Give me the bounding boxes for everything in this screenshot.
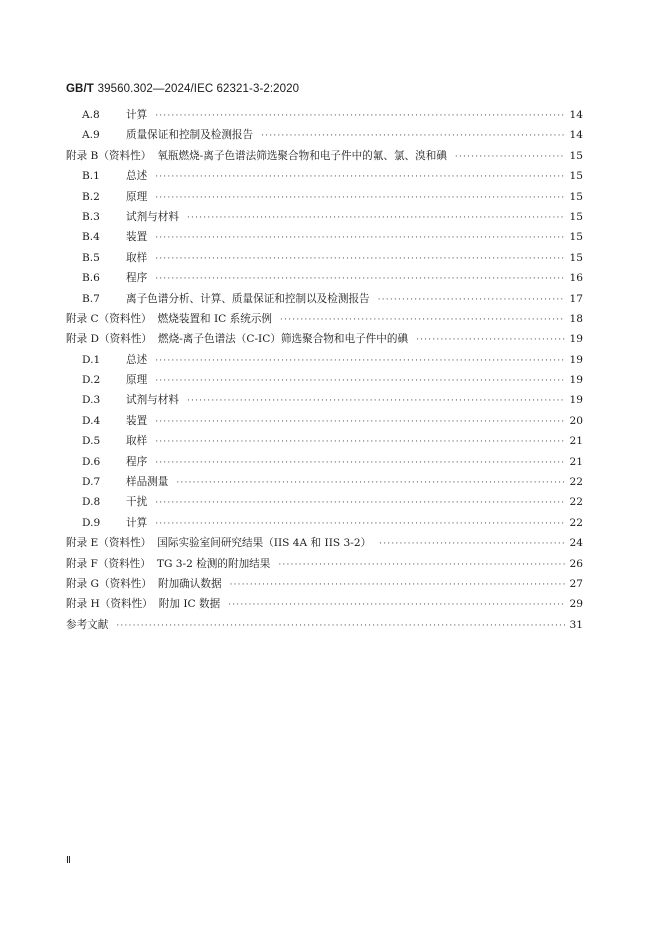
toc-entry[interactable] — [66, 392, 583, 412]
toc-entry-title: 取样 — [126, 251, 148, 264]
toc-entry-page: 14 — [569, 109, 583, 121]
toc-entry-title: 附加确认数据 — [158, 577, 222, 590]
toc-entry-number: D.6 — [82, 455, 101, 468]
toc-entry[interactable] — [66, 515, 583, 535]
toc-entry[interactable] — [66, 433, 583, 453]
toc-entry[interactable] — [66, 229, 583, 249]
toc-entry-title: 原理 — [126, 374, 148, 387]
toc-leader-dots — [155, 254, 565, 264]
toc-entry[interactable] — [66, 352, 583, 372]
toc-entry-page: 27 — [569, 577, 583, 590]
toc-entry-title: 燃烧装置和 IC 系统示例 — [157, 312, 273, 325]
toc-entry-number: 附录 E（资料性） — [66, 537, 152, 550]
toc-leader-dots — [187, 213, 565, 223]
toc-entry-title: 氧瓶燃烧-离子色谱法筛选聚合物和电子件中的氟、氯、溴和碘 — [157, 149, 447, 162]
toc-entry-number: 附录 D（资料性） — [66, 333, 153, 346]
toc-entry[interactable] — [66, 474, 583, 494]
toc-entry[interactable] — [66, 556, 583, 576]
toc-entry-page: 15 — [569, 210, 583, 223]
toc-entry-page: 15 — [569, 149, 583, 162]
toc-entry-number: D.9 — [82, 516, 101, 529]
toc-entry[interactable] — [66, 127, 583, 147]
toc-entry-number: D.3 — [82, 394, 101, 407]
standard-code: GB/T — [66, 83, 94, 95]
toc-entry[interactable] — [66, 189, 583, 209]
toc-leader-dots — [228, 600, 565, 610]
toc-entry[interactable] — [66, 331, 583, 351]
toc-leader-dots — [155, 233, 565, 243]
toc-leader-dots — [155, 519, 565, 529]
toc-entry-number: 附录 G（资料性） — [66, 577, 152, 590]
toc-entry-number: D.8 — [82, 496, 101, 509]
toc-entry-page: 19 — [569, 333, 583, 346]
toc-entry-page: 15 — [569, 231, 583, 244]
toc-entry-number: D.2 — [82, 374, 101, 387]
toc-entry-title: 试剂与材料 — [126, 394, 179, 407]
toc-entry-page: 21 — [569, 435, 583, 448]
toc-leader-dots — [155, 111, 565, 121]
toc-leader-dots — [278, 560, 565, 570]
toc-entry-title: 总述 — [126, 353, 148, 366]
table-of-contents — [66, 107, 583, 637]
toc-entry-title: 离子色谱分析、计算、质量保证和控制以及检测报告 — [126, 292, 370, 305]
toc-entry-title: 参考文献 — [66, 618, 109, 631]
document-header — [66, 81, 299, 95]
toc-entry-number: B.5 — [82, 251, 100, 264]
toc-leader-dots — [155, 356, 565, 366]
toc-entry-number: B.7 — [82, 292, 100, 305]
toc-leader-dots — [378, 295, 565, 305]
toc-leader-dots — [155, 193, 565, 203]
toc-entry-number: B.6 — [82, 272, 100, 285]
toc-entry-number: D.4 — [82, 414, 101, 427]
toc-entry-page: 15 — [569, 251, 583, 264]
toc-entry-page: 24 — [569, 537, 583, 550]
toc-leader-dots — [155, 498, 565, 508]
toc-entry-title: 计算 — [126, 109, 148, 121]
toc-entry-number: B.2 — [82, 190, 100, 203]
toc-entry-number: 附录 F（资料性） — [66, 557, 151, 570]
toc-leader-dots — [176, 478, 565, 488]
toc-leader-dots — [155, 172, 565, 182]
toc-entry-page: 16 — [569, 272, 583, 285]
toc-entry-title: 试剂与材料 — [126, 210, 179, 223]
toc-entry-number: B.4 — [82, 231, 100, 244]
toc-entry-page: 22 — [569, 476, 583, 489]
toc-entry-title: 燃烧-离子色谱法（C-IC）筛选聚合物和电子件中的碘 — [158, 333, 409, 346]
toc-entry-number: 附录 B（资料性） — [66, 149, 152, 162]
toc-entry-title: 干扰 — [126, 496, 148, 509]
toc-entry-title: 装置 — [126, 414, 148, 427]
toc-entry-number: D.1 — [82, 353, 101, 366]
toc-entry-title: 原理 — [126, 190, 148, 203]
toc-entry[interactable] — [66, 494, 583, 514]
toc-entry[interactable] — [66, 209, 583, 229]
toc-entry-page: 19 — [569, 374, 583, 387]
toc-leader-dots — [416, 335, 565, 345]
toc-entry-title: 国际实验室间研究结果（IIS 4A 和 IIS 3-2） — [157, 537, 372, 550]
toc-entry-title: 附加 IC 数据 — [158, 598, 221, 611]
toc-entry-title: TG 3-2 检测的附加结果 — [156, 557, 271, 570]
toc-entry-page: 14 — [569, 129, 583, 142]
toc-leader-dots — [155, 458, 565, 468]
toc-leader-dots — [261, 131, 565, 141]
toc-entry-title: 总述 — [126, 170, 148, 183]
toc-entry-title: 程序 — [126, 455, 148, 468]
toc-leader-dots — [155, 437, 565, 447]
toc-leader-dots — [155, 417, 565, 427]
toc-leader-dots — [155, 274, 565, 284]
toc-entry[interactable] — [66, 617, 583, 637]
standard-number: 39560.302—2024/IEC 62321-3-2:2020 — [97, 83, 300, 95]
toc-entry-number: D.7 — [82, 476, 101, 489]
toc-entry-page: 19 — [569, 353, 583, 366]
toc-entry-number: D.5 — [82, 435, 101, 448]
toc-entry[interactable] — [66, 454, 583, 474]
toc-leader-dots — [455, 152, 565, 162]
toc-entry[interactable] — [66, 576, 583, 596]
toc-entry[interactable] — [66, 270, 583, 290]
toc-entry[interactable] — [66, 535, 583, 555]
toc-entry-title: 程序 — [126, 272, 148, 285]
page-number: Ⅱ — [66, 855, 71, 866]
toc-entry-page: 26 — [569, 557, 583, 570]
toc-entry-number: B.1 — [82, 170, 100, 183]
toc-entry[interactable] — [66, 311, 583, 331]
toc-leader-dots — [379, 539, 565, 549]
toc-entry-title: 质量保证和控制及检测报告 — [126, 129, 254, 142]
toc-entry[interactable] — [66, 250, 583, 270]
toc-entry-page: 19 — [569, 394, 583, 407]
toc-entry-page: 22 — [569, 496, 583, 509]
toc-leader-dots — [280, 315, 565, 325]
toc-entry-page: 17 — [569, 292, 583, 305]
toc-leader-dots — [187, 396, 565, 406]
toc-entry-number: A.8 — [82, 109, 100, 121]
toc-entry-number: 附录 C（资料性） — [66, 312, 152, 325]
toc-entry-page: 21 — [569, 455, 583, 468]
toc-entry[interactable] — [66, 413, 583, 433]
toc-entry-page: 18 — [569, 312, 583, 325]
toc-leader-dots — [116, 621, 565, 631]
toc-entry[interactable] — [66, 148, 583, 168]
toc-entry-page: 31 — [569, 618, 583, 631]
toc-entry-title: 样品测量 — [126, 476, 169, 489]
toc-entry-number: 附录 H（资料性） — [66, 598, 153, 611]
toc-entry-number: B.3 — [82, 210, 100, 223]
toc-entry-number: A.9 — [82, 129, 100, 142]
toc-entry[interactable] — [66, 596, 583, 616]
toc-entry-title: 取样 — [126, 435, 148, 448]
toc-entry-page: 20 — [569, 414, 583, 427]
toc-entry[interactable] — [66, 291, 583, 311]
toc-entry[interactable] — [66, 372, 583, 392]
toc-entry-page: 29 — [569, 598, 583, 611]
toc-entry[interactable] — [66, 168, 583, 188]
toc-entry-page: 22 — [569, 516, 583, 529]
toc-entry-title: 计算 — [126, 516, 148, 529]
toc-leader-dots — [155, 376, 565, 386]
toc-entry[interactable] — [66, 107, 583, 127]
toc-entry-page: 15 — [569, 170, 583, 183]
toc-leader-dots — [230, 580, 565, 590]
toc-entry-title: 装置 — [126, 231, 148, 244]
toc-entry-page: 15 — [569, 190, 583, 203]
